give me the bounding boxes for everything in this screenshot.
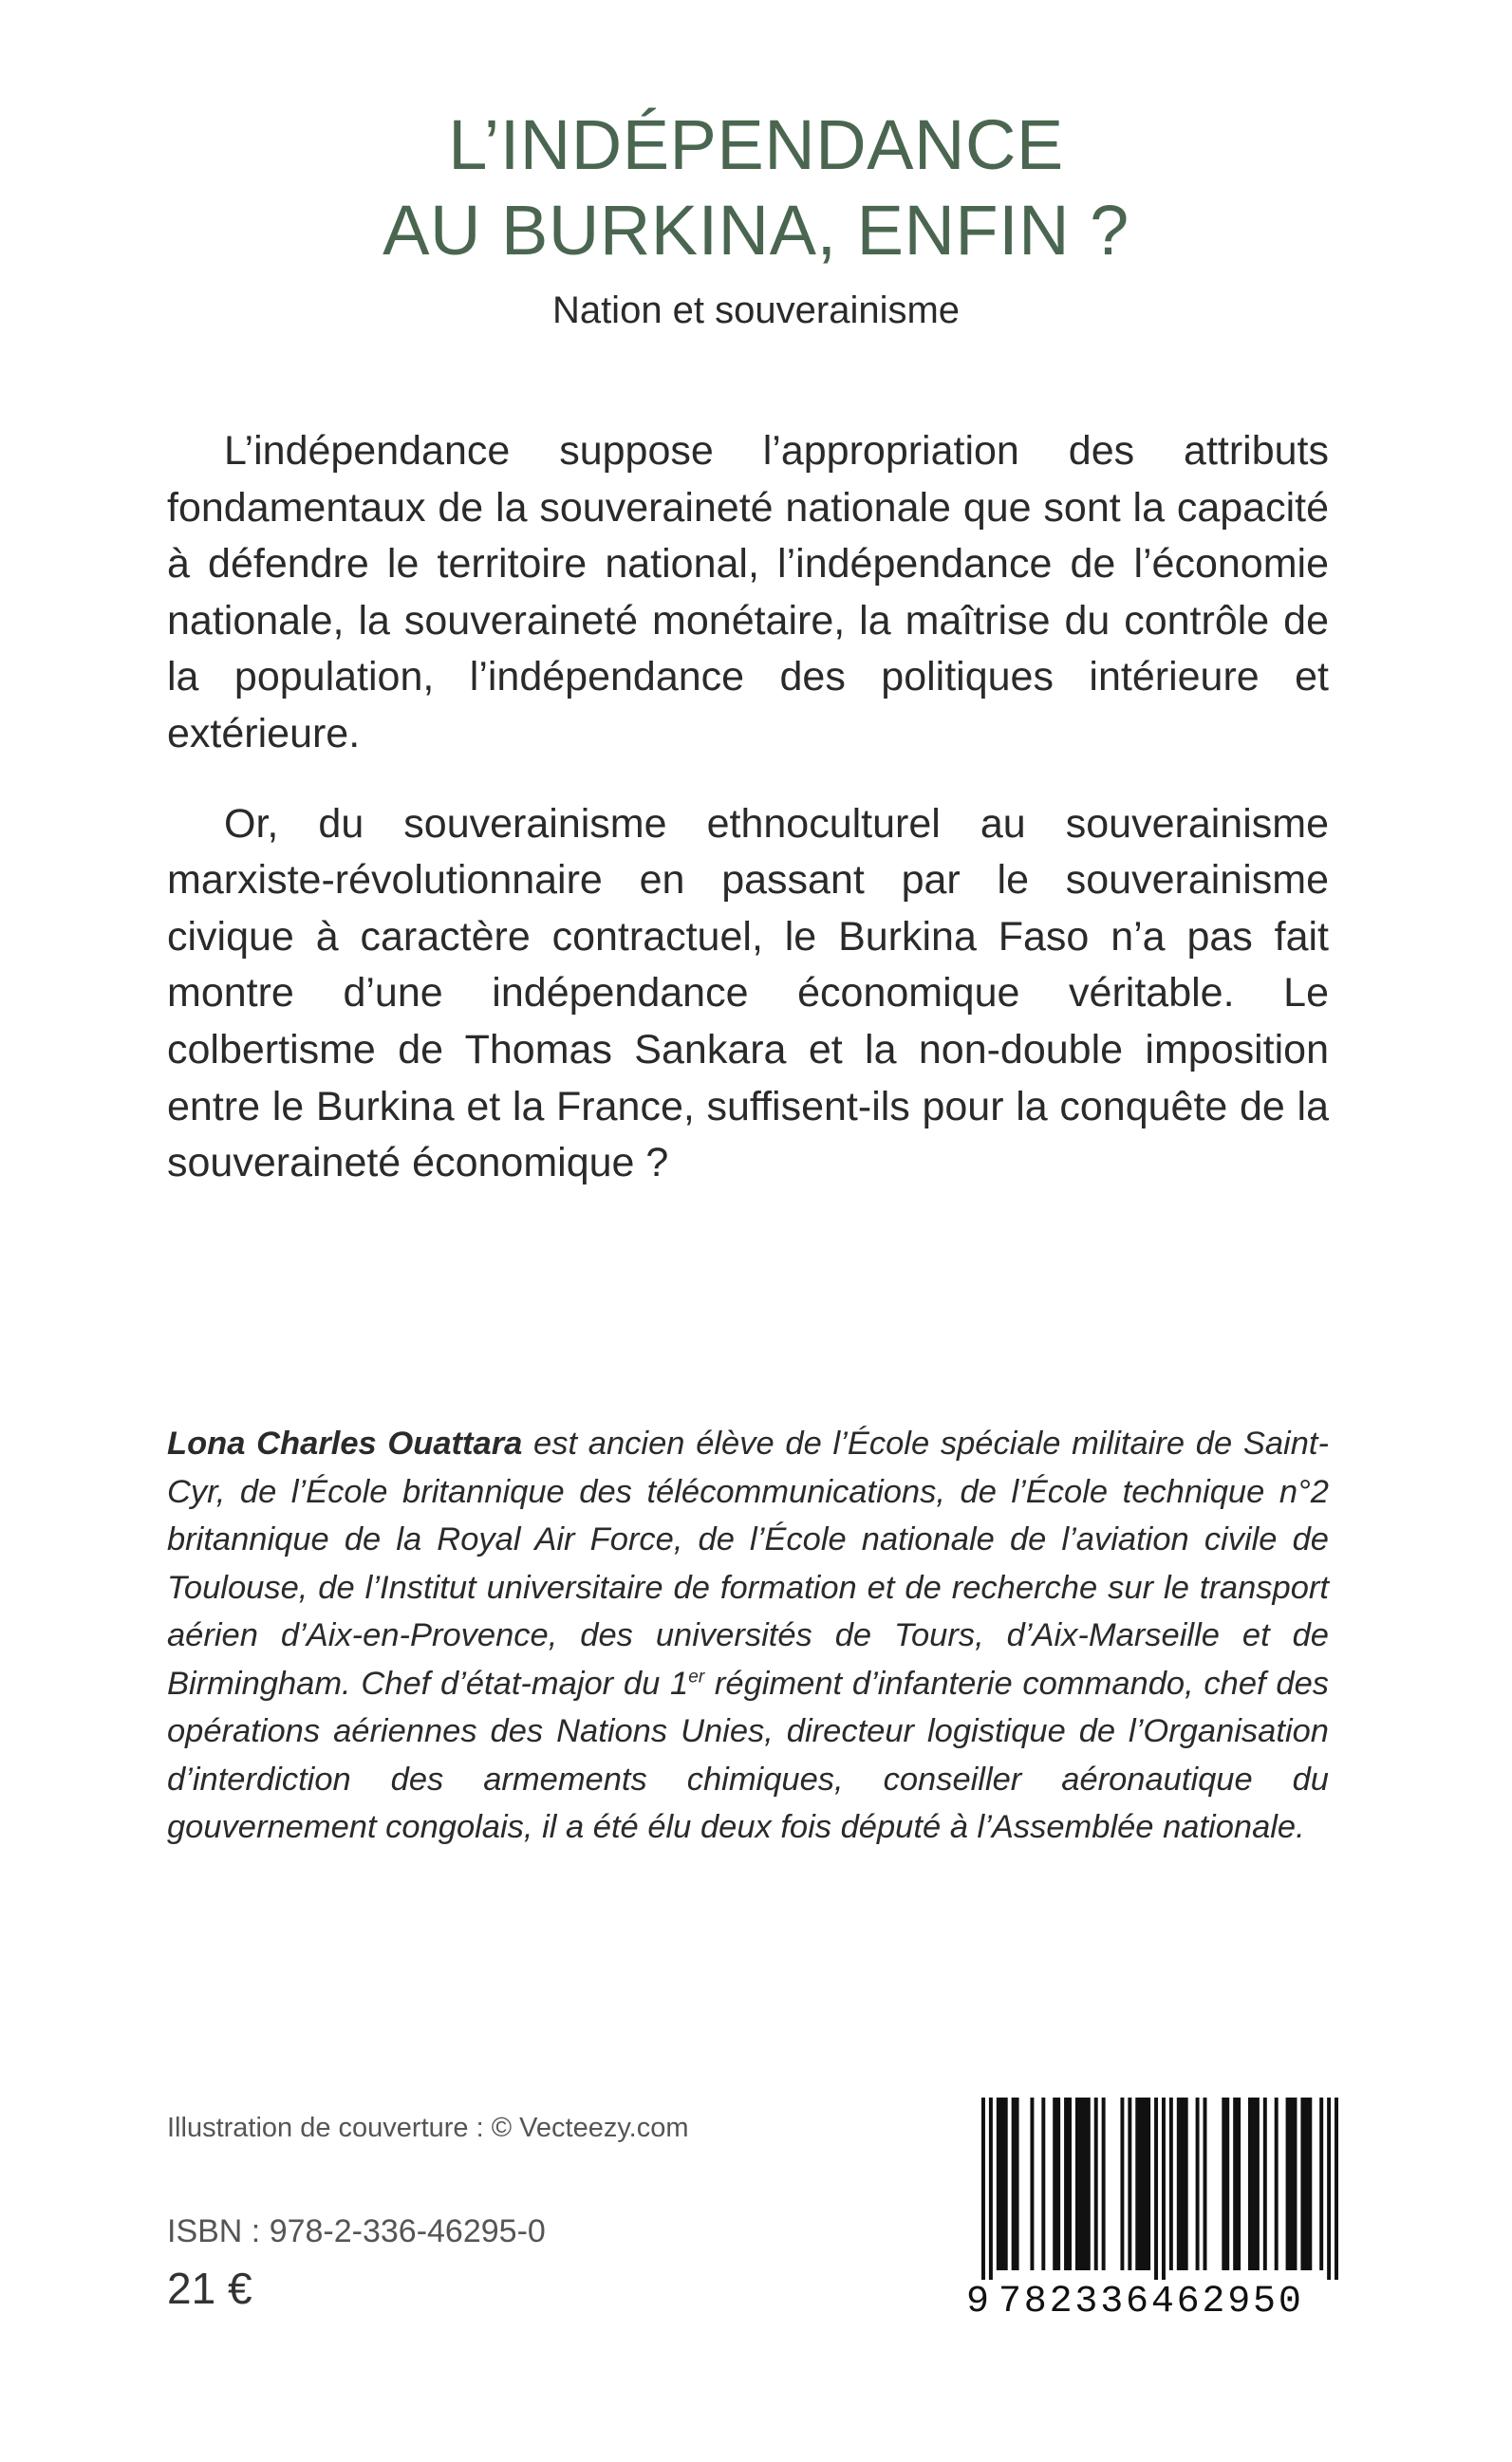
barcode-bar [1041,2098,1045,2270]
barcode-bar [1094,2098,1098,2270]
barcode-bar [1300,2098,1312,2270]
barcode-bar [1319,2098,1323,2270]
barcode-bar [981,2098,985,2280]
barcode-bar [1154,2098,1158,2280]
barcode-bar [1327,2098,1331,2280]
book-subtitle: Nation et souverainisme [551,289,961,331]
barcode-bar [1286,2098,1297,2270]
author-bio-text-2: régiment d’infanterie commando, chef des opérations aériennes des Nations Unies, directeur logistique de l’Organisation d’interdiction des armements chimiques, conseiller aéronautique du gouvernement congolais, il a été élu deux fois député à l’Assemblée nationale. [167,1665,1330,1845]
barcode-bar [1263,2098,1267,2270]
book-title-line-1: L’INDÉPENDANCE [448,105,1064,184]
author-bio [167,1420,1329,1852]
barcode-bar [1248,2098,1260,2270]
barcode-bar [997,2098,1008,2270]
barcode-bar [1162,2098,1166,2280]
barcode-bar [1030,2098,1034,2270]
barcode-bar [1128,2098,1131,2270]
isbn-number: ISBN : 978-2-336-46295-0 [167,2213,546,2249]
barcode-bar [1135,2098,1150,2270]
barcode-bar [989,2098,993,2280]
book-title-line-2: AU BURKINA, ENFIN ? [383,191,1129,270]
barcode-bar [1196,2098,1200,2270]
blurb-paragraph-2: Or, du souverainisme ethnoculturel au souverainisme marxiste-révolutionnaire en passant par le souverainisme civique à caractère contractuel, le Burkina Faso n’a pas fait montre d’une indépendance économique véritable. Le colbertisme de Thomas Sankara et la non-double imposition entre le Burkina et la France, suffisent-ils pour la conquête de la souveraineté économique ? [167,800,1329,1186]
barcode-bar [1012,2098,1019,2270]
barcode-remaining-digits: 782336462950 [999,2281,1304,2323]
barcode-bar [1120,2098,1124,2270]
barcode-bar [1177,2098,1188,2270]
barcode-bar [1053,2098,1060,2270]
barcode-bar [1102,2098,1106,2270]
barcode-bar [1169,2098,1173,2270]
barcode-bar [1064,2098,1072,2270]
barcode-first-digit: 9 [966,2281,990,2323]
back-cover-blurb [167,423,1329,1192]
barcode-digits [964,2280,1338,2462]
barcode-bar [1075,2098,1091,2270]
author-bio-text-1: est ancien élève de l’École spéciale militaire de Saint-Cyr, de l’École britannique des télécommunications, de l’École technique n°2 britannique de la Royal Air Force, de l’École nationale de l’aviation civile de Toulouse, de l’Institut universitaire de formation et de recherche sur le transport aérien d’Aix-en-Provence, des universités de Tours, d’Aix-Marseille et de Birmingham. Chef d’état-major du 1 [167,1426,1329,1702]
barcode-bars [981,2098,1338,2280]
barcode-bar [1222,2098,1229,2270]
isbn-barcode [964,2098,1338,2333]
author-bio-superscript: er [688,1667,705,1687]
barcode-bar [1233,2098,1241,2270]
barcode-bar [1275,2098,1279,2270]
illustration-credit: Illustration de couverture : © Vecteezy.com [167,2113,689,2143]
barcode-bar [1204,2098,1207,2270]
barcode-bar [1335,2098,1338,2280]
price: 21 € [167,2264,252,2313]
title-block [0,103,1512,334]
author-name: Lona Charles Ouattara [167,1426,523,1462]
blurb-paragraph-1: L’indépendance suppose l’appropriation des attributs fondamentaux de la souveraineté nationale que sont la capacité à défendre le territoire national, l’indépendance de l’économie nationale, la souveraineté monétaire, la maîtrise du contrôle de la population, l’indépendance des politiques intérieure et extérieure. [167,428,1329,756]
